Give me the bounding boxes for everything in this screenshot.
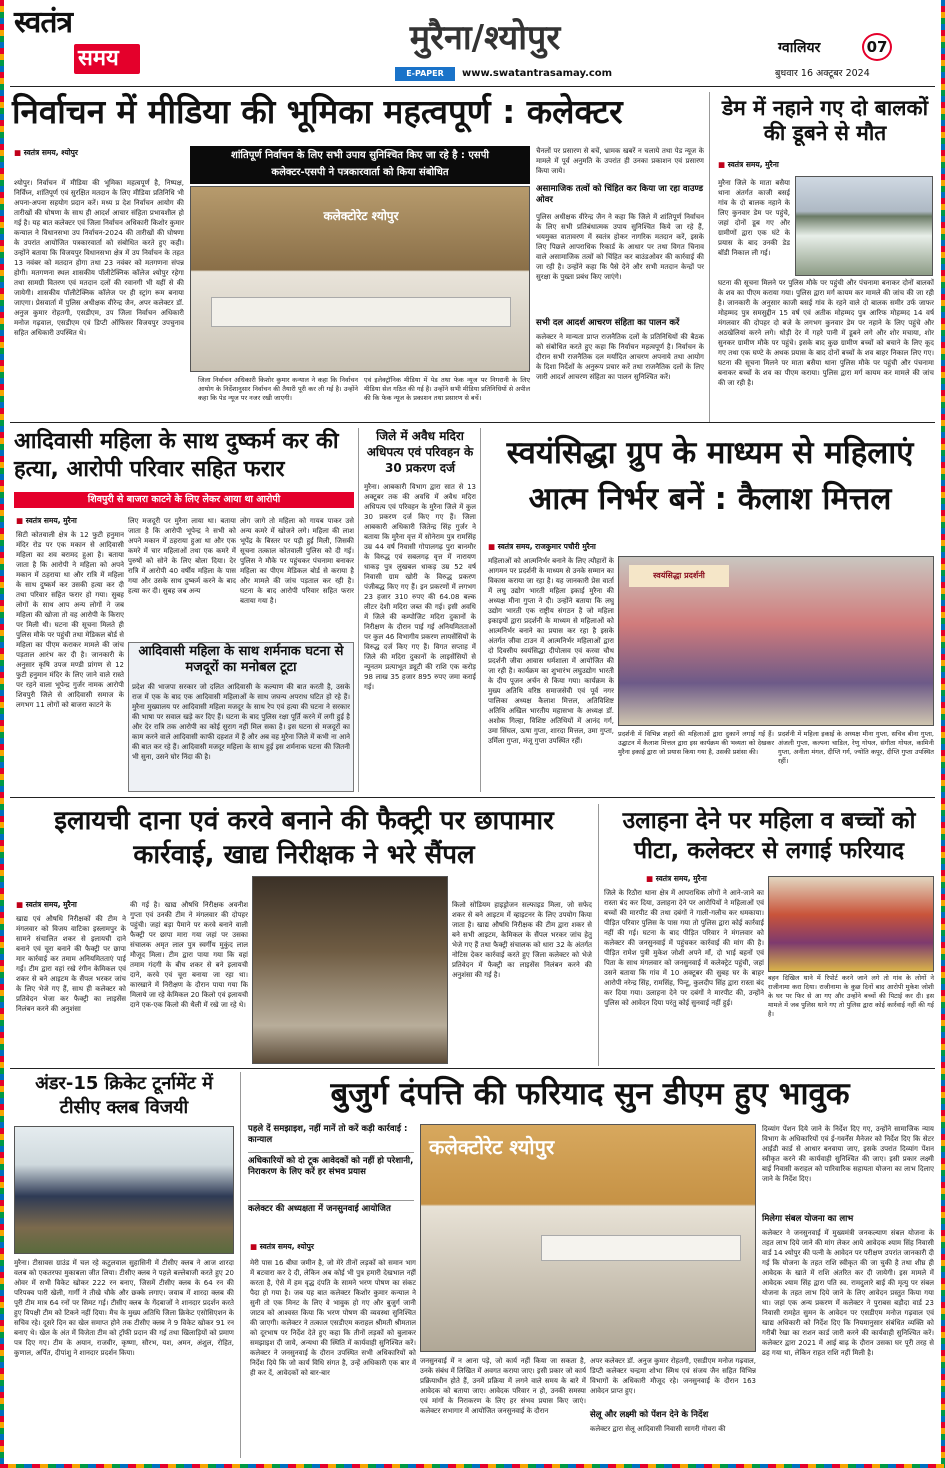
story8-headline: अंडर-15 क्रिकेट टूर्नामेंट में टीसीए क्लब विजयी xyxy=(35,1073,213,1118)
story1-deck-2: कलेक्टर-एसपी ने पत्रकारवार्ता को किया संबोधित xyxy=(271,167,449,178)
masthead-logo[interactable] xyxy=(14,6,144,86)
page-number: 07 xyxy=(866,38,888,56)
story9-side-3: कलेक्टर की अध्यक्षता में जनसुनवाई आयोजित xyxy=(248,1204,391,1214)
story1-subhead-2: सभी दल आदर्श आचरण संहिता का पालन करें xyxy=(536,318,680,328)
section-divider-2 xyxy=(10,797,935,798)
story9-side-2: अधिकारियों को दो टूक आवेदकों को नहीं हो परेशानी, निराकरण के लिए करें हर संभव प्रयास xyxy=(248,1156,414,1177)
story6-body-3: किलो सोडियम हाइड्रोजन सल्फाइड मिला, जो सफेद शकर से बने आइटम में व्हाइटनर के लिए उपयोग किया जाता है। खाद्य औषधि निरीक्षक की टीम द्वारा शकर से बने सभी आइटम, केमिकल के सैंपल भरकर जांच हेतु भेजे गए हैं तथा फैक्ट्री संचालक को धारा 32 के अंतर्गत नोटिस देकर कार्रवाई करते हुए जिला कलेक्टर को भेजे प्रतिवेदन में फैक्ट्री का लाइसेंस निलंबन करने की अनुशंसा की गई है। xyxy=(452,901,592,979)
bottom-border-decoration xyxy=(0,1464,945,1468)
story1-byline: ■ स्वतंत्र समय, श्योपुर xyxy=(14,148,78,158)
story5-byline: ■ स्वतंत्र समय, राजकुमार पचौरी मुरैना xyxy=(488,542,596,552)
story1-headline: निर्वाचन में मीडिया की भूमिका महत्वपूर्ण : कलेक्टर xyxy=(12,92,623,131)
story3-deck: शिवपुरी से बाजरा काटने के लिए लेकर आया था आरोपी xyxy=(87,494,281,505)
story5-headline: स्वयंसिद्धा ग्रुप के माध्यम से महिलाएं आत्म निर्भर बनें : कैलाश मित्तल xyxy=(506,435,914,517)
story8-team-photo xyxy=(14,1126,234,1254)
story9-subhead: सेलू और लक्ष्मी को पेंशन देने के निर्देश xyxy=(590,1410,709,1420)
story9-right-body-2: कलेक्टर ने जनसुनवाई में मुख्यमंत्री जनकल्याण संबल योजना के तहत लाभ दिये जाने की मांग लेकर आये आवेदक श्याम सिंह निवासी वार्ड 14 श्योपुर की पत्नी के आवेदन पर परीक्षण उपरांत जानकारी दी गई कि योजना के तहत राशि स्वीकृत की जा चुकी है तथा शीघ्र ही आवेदक के खाते में राशि अंतरित कर दी जायेगी। इस मामले में आवेदक श्याम सिंह द्वारा पति स्व. रामदुलारे बाई की मृत्यु पर संबल योजना के तहत लाभ दिये जाने के लिए आवेदन प्रस्तुत किया गया था। जहां एक अन्य प्रकरण में कलेक्टर ने पुराबस बड़ौदा वार्ड 23 निवासी रामहेत सुमन के आवेदन पर एसडीएम मनोज गढ़वाल एवं खाद्य अधिकारी को निर्देश दिए कि नियमानुसार संबंधित व्यक्ति को गरीबी रेखा का राशन कार्ड जारी करने की कार्यवाही सुनिश्चित करें। कलेक्टर द्वारा 2021 में आई बाढ़ के दौरान उसका घर पूरी तरह से ढह गया था, लेकिन राहत राशि नहीं मिली है। xyxy=(762,1229,934,1357)
story9-body-4: कलेक्टर द्वारा सेलू आदिवासी निवासी सागरी गोवरा की xyxy=(590,1425,726,1433)
column-divider-5 xyxy=(240,1072,241,1458)
story9-body-2: जनसुनवाई में न आना पड़े, जो कार्य नहीं किया जा सकता है, उनके संबंध में लिखित में अवगत कराया जाए। इसी प्रकार जो कार्य प्रक्रियाधीन होते हैं, उनमें प्रक्रिया में लगने वाले समय के बारे में आवेदक को बताया जाए। आवेदक परिवार न हो, उनकी समस्या एवं मांगों के निराकरण के लिए हर संभव प्रयास किए जाएं। कलेक्टर सभागार में आयोजित जनसुनवाई के दौरान xyxy=(420,1357,586,1415)
story9-byline: ■ स्वतंत्र समय, श्योपुर xyxy=(250,1242,314,1252)
story1-side-body-1: पुलिस अधीक्षक वीरेन्द्र जैन ने कहा कि जिले में शांतिपूर्ण निर्वाचन के लिए सभी प्रतिबंधात्मक उपाय सुनिश्चित किये जा रहे हैं, भयमुक्त वातावरण में स्वतंत्र होकर नागरिक मतदान करें, इसके लिए पिछले आपराधिक रिकार्ड के आधार पर तथा विगत चिनाव वाले असामाजिक तत्वों को चिंहित कर बाउंडओवर की कार्रवाई की जा रही है। उन्होंने कहा कि पैसे देने और सभी मतदान केन्द्रों पर सुरक्षा के पुख्ता प्रबंध किए जाएंगे। xyxy=(536,213,704,281)
story4-headline: जिले में अवैध मदिरा अधिपत्य एवं परिवहन के 30 प्रकरण दर्ज xyxy=(366,429,474,475)
right-border-decoration xyxy=(941,0,945,1468)
story2-headline: डेम में नहाने गए दो बालकों की डूबने से मौत xyxy=(721,96,929,145)
story2-byline: ■ स्वतंत्र समय, मुरैना xyxy=(718,160,779,170)
story5-exhibition-photo xyxy=(618,556,934,726)
story1-deck-1: शांतिपूर्ण निर्वाचन के लिए सभी उपाय सुनिश्चित किए जा रहे है : एसपी xyxy=(231,150,489,161)
story5-photo-banner: स्वयंसिद्धा प्रदर्शनी xyxy=(629,565,729,587)
story9-side-1: पहले दें समझाइश, नहीं मानें तो करें कड़ी कार्रवाई : कान्याल xyxy=(248,1124,408,1145)
story3-body-3: लोग जागे तो महिला को गायब पाकर उसे अन्य कमरे में खोजने लगे। महिला की लाश भूपेंद्र के बिस्तर पर पड़ी हुई मिली, जिसकी सूचना तत्काल कोतवाली पुलिस को दी गई। पुलिस ने मौके पर पहुंचकर पंचनामा बनाकर महिला का पीएम मेडिकल बोर्ड से कराया है और मामले की जांच पड़ताल कर रही है। घटना के बाद आरोपी परिवार सहित फरार बताया गया है। xyxy=(240,517,354,605)
column-divider-1 xyxy=(709,92,710,422)
story9-headline: बुजुर्ग दंपत्ति की फरियाद सुन डीएम हुए भावुक xyxy=(330,1076,850,1112)
story3-box-body: प्रदेश की भाजपा सरकार जो दलित आदिवासी के कल्याण की बात करती है, उसके राज में एक के बाद एक आदिवासी महिलाओं के साथ जघन्य अपराध घटित हो रहे हैं। मुरैना मुख्यालय पर आदिवासी महिला मजदूर के साथ रेप एवं हत्या की घटना ने सरकार की भाषा पर सवाल खड़े कर दिए हैं। घटना के बाद पुलिस रक्षा पूर्ति करने में लगी हुई है और देर रात्रि तक आरोपी का कोई सुराग नहीं मिल सका है। इस घटना से मजदूरों का काम करने वाले आदिवासी काफी दहशत में हैं और अब वह मुरैना जिले में कभी ना आने की बात कर रहे हैं। आदिवासी मजदूर महिला के साथ हुई इस शर्मनाक घटना की जितनी भी सुना, उसने घोर निंदा की है। xyxy=(132,683,350,761)
story6-byline: ■ स्वतंत्र समय, मुरैना xyxy=(16,900,77,910)
story1-subhead-1: असामाजिक तत्वों को चिंहित कर किया जा रहा वाउण्ड ओवर xyxy=(536,184,704,205)
story9-right-subhead: मिलेगा संबल योजना का लाभ xyxy=(762,1214,854,1224)
story1-side-body-2: कलेक्टर ने मान्यता प्राप्त राजनैतिक दलों के प्रतिनिधियों की बैठक को संबोधित करते हुए कहा कि निर्वाचन महत्वपूर्ण है। निर्वाचन के दौरान सभी राजनैतिक दल मर्यादित आचरण अपनाये तथा आयोग के दिशा निर्देशों के अनुरूप प्रचार करें तथा राजनैतिक दलों के लिए जारी आदर्श आचरण संहिता का पालन सुनिश्चित करें। xyxy=(536,333,704,381)
story7-body: जिले के रिठौरा थाना क्षेत्र में आपराधिक लोगों ने आने-जाने का रास्ता बंद कर दिया, उलाहना देने पर आरोपियों ने महिलाओं एवं बच्चों की मारपीट की तथा दबंगों ने गाली-गलौच कर धमकाया। पीड़ित परिवार पुलिस के पास गया तो पुलिस द्वारा कोई कार्रवाई नहीं की गई। घटना के बाद पीड़ित परिवार ने मंगलवार को कलेक्टर की जनसुनवाई में पहुंचकर कार्रवाई की मांग की है। पीड़ित रामेश पुत्री मुकेश जोशी अपने माँ, दो भाई बहनों एवं पिता के साथ मंगलवार को जनसुनवाई में कलेक्ट्रेट पहुंची, जहां उसने बताया कि गांव में 10 अक्टूबर की सुबह घर के बाहर आरोपी नरेन्द्र सिंह, रामसिंह, पिन्टू, कुलदीप सिंह द्वारा रास्ता बंद कर दिया गया। उलाहना देने पर दबंगों ने मारपीट की, उन्होंने पुलिस को आवेदन दिया परंतु कोई सुनवाई नहीं हुई। xyxy=(604,889,764,1007)
story9-hearing-photo xyxy=(420,1124,756,1352)
masthead-divider xyxy=(10,86,935,87)
story8-body: मुरैना। टीसावस ग्राउंड में चल रहे कटुलवाल सुहासिनी में टीसीए क्लब ने आज शारदा वलब को एकतरफा मुकाबला जीत लिया। टीसीए क्लब ने पहले बल्लेबाजी करते हुए 20 ओवर में सभी विकेट खोकर 222 रन बनाए, जिसमें टीसीए क्लब के 64 रन की परिपक्व पारी खेली, गार्गी ने तीखे चौके और छक्के लगाए। जवाब में शारदा क्लब की पूरी टीम मात्र 64 रनों पर सिमट गई। टीसीए क्लब के गेंदबाजों ने शानदार प्रदर्शन करते हुए विपक्षी टीम को टिकने नहीं दिया। मैच के मुख्य अतिथि जिला क्रिकेट एसोसिएशन के सचिव रहे। दूसरे दिन का खेल समाप्त होने तक टीसीए क्लब ने 9 विकेट खोकर 91 रन बनाए थे। खेल के अंत में विजेता टीम को ट्रॉफी प्रदान की गई तथा खिलाड़ियों को प्रमाण पत्र दिए गए। टीम के अयान, राजवीर, कृष्णा, सौरभ, यश, अमन, अंशुल, रोहित, कुणाल, अर्पित, दीपांशु ने शानदार प्रदर्शन किया। xyxy=(14,1259,234,1357)
story9-collectorate-sign: कलेक्टोरेट श्योपुर xyxy=(429,1135,555,1159)
story5-body: महिलाओं को आत्मनिर्भर बनाने के लिए त्यौहारों के आगमन पर प्रदर्शनी के माध्यम से उनके सम्मान का विकास कराया जा रहा है। यह जानकारी प्रेस वार्ता में लघु उद्योग भारती महिला इकाई मुरैना की अध्यक्ष मीना गुप्ता ने दी। उन्होंने बताया कि लघु उद्योग भारती एक राष्ट्रीय संगठन है जो महिला इकाइयों द्वारा प्रदर्शनी के माध्यम से महिलाओं को आत्मनिर्भर बनाने का प्रयास कर रहा है इसके अंतर्गत जीवा टाउन में आत्मनिर्भर महिलाओं द्वारा दो दिवसीय स्वयंसिद्धा दीपोत्सव एवं करवा चौथ प्रदर्शनी जीवा आवास धर्मशाला में आयोजित की जा रही है। कार्यक्रम का शुभारंभ लघुउद्योग भारती के दीप पूजन अर्चन से किया गया। कार्यक्रम के मुख्य अतिथि वरिष्ठ समाजसेवी एवं पूर्व नगर पालिका अध्यक्ष कैलाश मित्तल, अतिविशिष्ट अतिथि अखिल भारतीय महासभा के अध्यक्ष डॉ. अशोक गिल्हा, विशिष्ट अतिथियों में आनंद गर्ग, उमा सिंघल, ऊषा गुप्ता, शारदा मित्तल, उमा गुप्ता, उर्मिला गुप्ता, मंजू गुप्ता उपस्थित रहीं। xyxy=(488,557,614,745)
website-link[interactable]: www.swatantrasamay.com xyxy=(462,68,613,79)
column-divider-3 xyxy=(480,428,481,792)
story3-body-1: सिटी कोतवाली क्षेत्र के 12 फुटी हनुमान मंदिर रोड पर एक मकान से आदिवासी महिला का शव बरामद हुआ है। बताया जाता है कि आरोपी ने महिला को अपने मकान में ठहराया था और रात्रि में महिला के साथ दुष्कर्म कर उसकी हत्या कर दी तथा परिवार सहित फरार हो गया। सुबह लोगों के साथ आप अन्य लोगों ने जब महिला की खोजा तो वह आरोपी के किराए पर मिली थी। घटना की सूचना मिलते ही पुलिस मौके पर पहुंची तथा मेडिकल बोर्ड से महिला का पीएम कराकर मामले की जांच पड़ताल आरंभ कर दी है। जानकारी के अनुसार कृषि उपज मण्डी प्रांगण से 12 फुटी हनुमान मंदिर के लिए जाने वाले रास्ते पर रहने वाला भूपेन्द्र गुर्जर नामक आरोपी शिवपुरी जिले से आदिवासी समाज के लगभग 11 लोगों को बाजरा काटने के xyxy=(16,531,124,709)
logo-top-text: स्वतंत्र xyxy=(14,5,73,40)
section-divider-3 xyxy=(10,1068,935,1069)
story9-side-rule-1 xyxy=(248,1152,414,1153)
city-name: ग्वालियर xyxy=(778,40,821,56)
epaper-label: E-PAPER xyxy=(406,69,444,78)
column-divider-2 xyxy=(358,428,359,792)
story9-body-3: अपर कलेक्टर डॉ. अनुज कुमार रोहतगी, एसडीएम मनोज गढ़वाल, डिप्टी कलेक्टर चन्द्रमा शोभा स्मिथ एवं संजय जैन सहित विभिन्न विभागों के अधिकारी मौजूद रहे। जनसुनवाई के दौरान 163 आवेदन प्राप्त हुए। xyxy=(590,1357,756,1395)
story6-factory-photo xyxy=(252,876,448,1064)
section-divider-1 xyxy=(10,422,935,423)
story2-body-wide: घटना की सूचना मिलने पर पुलिस मौके पर पहुंची और पंचनामा बनाकर दोनों बालकों के शव का पीएम कराया गया। पुलिस द्वारा मर्ग कायम कर मामले की जांच की जा रही है। जानकारी के अनुसार काजी बसई गांव के रहने वाले दो बालक समीर उर्फ जाफर मोहम्मद पुत्र समसुद्दीन 15 वर्ष एवं अतीक मोहम्मद पुत्र आरिफ मोहम्मद 14 वर्ष मंगलवार की दोपहर दो बजे के लगभग कुनवार डेम पर नहाने के लिए पहुंचे और अठखेलियां करने लगे। थोड़ी देर में गहरे पानी में डूबने लगे और शोर मचाया, शोर सुनकर ग्रामीण मौके पर पहुंचे। इसके बाद कुछ ग्रामीण बच्चों को बचाने के लिए कूद गए तथा एक घण्टे के अथक प्रयास के बाद दोनों बच्चों के शव बाहर निकाल लिए गए। घटना की सूचना मिलने पर माता बसैया थाना पुलिस मौके पर पहुंची और पंचनामा बनाकर बच्चों के शव का पीएम कराया। पुलिस द्वारा मर्ग कायम कर मामले की जांच की जा रही है। xyxy=(718,279,934,387)
story7-byline: ■ स्वतंत्र समय, मुरैना xyxy=(646,874,707,884)
story6-headline: इलायची दाना एवं करवे बनाने की फैक्ट्री पर छापामार कार्रवाई, खाद्य निरीक्षक ने भरे सैंपल xyxy=(54,806,554,870)
story7-complainants-photo xyxy=(768,876,934,972)
story1-caption-2: एवं इलेक्ट्रॉनिक मीडिया में पेड तथा फेक न्यूज पर निगरानी के लिए मीडिया सेल गठित की गई है। उन्होंने सभी मीडिया प्रतिनिधियों से अपील की कि फेक न्यूज के प्रकाशन तथा प्रसारण से बचें। xyxy=(364,376,530,402)
story6-body-2: की गई है। खाद्य औषधि निरीक्षक अवनीश गुप्ता एवं उनकी टीम ने मंगलवार की दोपहर पहुंची। जहां बड़ा पैमाने पर करवे बनाने वाली फैक्ट्री पर छापा मारा गया जहां पर उसका संचालक अमृत लाल पुत्र स्वर्गीय मुकुंद लाल मौजूद मिला। टीम द्वारा पाया गया कि वहां तमाम गंदगी के बीच शकर से बने इलायची दाने, करवे एवं चूरा बनाया जा रहा था। कारखाने में निरीक्षण के दौरान पाया गया कि मिलाये जा रहे केमिकल 20 किलो एवं इलायची दाने एक-एक किलो की थैली में रखे जा रहे थे। xyxy=(130,901,248,1009)
story3-byline: ■ स्वतंत्र समय, मुरैना xyxy=(16,516,77,526)
issue-date: बुधवार 16 अक्टूबर 2024 xyxy=(775,68,870,79)
collectorate-sign: कलेक्टोरेट श्योपुर xyxy=(323,209,399,223)
story2-dam-photo xyxy=(795,176,933,276)
story1-caption-1: जिला निर्वाचन अधिकारी किशोर कुमार कन्याल ने कहा कि निर्वाचन आयोग के निर्देशानुसार निर्वाचन की तैयारी पूरी कर ली गई है। उन्होंने कहा कि पेड न्यूज पर नजर रखी जाएगी। xyxy=(198,376,358,402)
story9-right-body: दिव्यांग पेंशन दिये जाने के निर्देश दिए गए, उन्होंने सामाजिक न्याय विभाग के अधिकारियों एवं ई-गवर्नेंस मैनेजर को निर्देश दिए कि सेटर आईडी कार्ड से आधार बनवाया जाए, इसके उपरांत दिव्यांग पेंशन स्वीकृत करने की कार्यवाही सुनिश्चित की जाए। इसी प्रकार लक्ष्मी बाई निवासी कराहल को पारिवारिक सहायता योजना का लाभ दिलाए जाने के निर्देश दिए। xyxy=(762,1125,934,1183)
story5-caption-2: प्रदर्शनी में महिला इकाई के अध्यक्ष मीना गुप्ता, सचिव बीना गुप्ता, अंजली गुप्ता, कल्पना चाडिल, रेणु गोयल, संगीता गोयल, कामिनी गुप्ता, अनीता मंगल, दीप्ति गर्ग, ज्योति कपूर, दीप्ति गुप्ता उपस्थित रहीं। xyxy=(778,730,934,765)
left-border-decoration xyxy=(0,0,4,1468)
story9-side-rule-2 xyxy=(248,1200,414,1201)
story4-body: मुरैना। आबकारी विभाग द्वारा सात से 13 अक्टूबर तक की अवधि में अवैध मदिरा अधिपत्य एवं परिवहन के मुरैना जिले में कुल 30 प्रकरण दर्ज किए गए हैं। जिला आबकारी अधिकारी जितेन्द्र सिंह गुर्जर ने बताया कि मुरैना वृत्त में सोनेराम पुत्र रामसिंह उम्र 44 वर्ष निवासी गोपालगढ़ पुरा बानमौर के विरुद्ध एवं सबलगढ़ वृत्त में नारायण धाकड़ पुत्र लुखबल धाकड़ उम्र 52 वर्ष निवासी ग्राम खोरी के विरुद्ध प्रकरण पंजीबद्ध किए गए हैं। इन प्रकरणों में लगभग 23 हजार 310 रुपए की 64.08 बल्क लीटर देशी मदिरा जब्त की गई। इसी अवधि में जिले की कम्पोजिट मदिरा दुकानों के निरीक्षण के दौरान पाई गई अनियमितताओं पर कुल 46 विभागीय प्रकरण लायसेंसियों के विरुद्ध दर्ज किए गए हैं। विगत सप्ताह में जिले की मदिरा दुकानों के लाइसेंसियों से न्यूनतम प्रत्याभूत ड्यूटी की राशि एक करोड़ 98 लाख 35 हजार 895 रुपए जमा कराई गई। xyxy=(364,483,476,691)
column-divider-4 xyxy=(598,804,599,1066)
story3-box-title: आदिवासी महिला के साथ शर्मनाक घटना से मजदूरों का मनोबल टूटा xyxy=(138,644,344,675)
edition-title: मुरैना/श्योपुर xyxy=(409,18,561,58)
story5-caption-1: प्रदर्शनी में विभिन्न शहरों की महिलाओं द्वारा दुकानें लगाई गई हैं। उद्घाटन में कैलाश मित्तल द्वारा इस कार्यक्रम की भव्यता को देखकर मुरैना इकाई द्वारा जो प्रयास किया गया है, उसकी प्रशंसा की। xyxy=(618,730,774,756)
story7-headline: उलाहना देने पर महिला व बच्चों को पीटा, कलेक्टर से लगाई फरियाद xyxy=(622,808,916,864)
story3-body-2: लिए मजदूरी पर मुरैना लाया था। बताया जाता है कि आरोपी भूपेन्द्र ने सभी को अपने मकान में ठहराया हुआ था और एक कमरे में चार महिलाओं तथा एक कमरे में पुरुषों को सोने के लिए बोला दिया। देर रात्रि में आरोपी 40 वर्षीय महिला के पास गया और उसके साथ दुष्कर्म करने के बाद हत्या कर दी। सुबह जब अन्य xyxy=(128,517,236,595)
story2-body-narrow: मुरैना जिले के माता बसैया थाना अंतर्गत काजी बसई गांव के दो बालक नहाने के लिए कुनवार डेम पर पहुंचे, जहां दोनों डूब गए और ग्रामीणों द्वारा एक घंटे के प्रयास के बाद उनकी डेड बॉडी निकाल ली गई। xyxy=(718,179,790,257)
story1-side-top: चैनलों पर प्रसारण से बचें, भ्रामक खबरें न चलाये तथा पेड न्यूज के मामले में पूर्व अनुमति के उपरांत ही उनका प्रकाशन एवं प्रसारण किया जाये। xyxy=(536,147,704,175)
logo-bottom-text: समय xyxy=(78,46,119,71)
story7-caption: बहन दिखिल थाने में रिपोर्ट करने जाने लगे तो गांव के लोगों ने राजीनामा करा दिया। राजीनामा के कुछ दिनों बाद आरोपी मुकेश जोशी के घर पर फिर से आ गए और उन्होंने बच्चों की पिटाई कर दी। इस मामले में जब पुलिस थाने गए तो पुलिस द्वारा कोई कार्रवाई नहीं की गई है। xyxy=(768,974,934,1018)
story6-body-1: खाद्य एवं औषधि निरीक्षकों की टीम ने मंगलवार को विजय वाटिका इस्लामपुर के सामने संचालित शकर से इलायची दाने बनाने एवं चूरा बनाने की फैक्ट्री पर छापा मार कार्रवाई कर तमाम अनियमितताएं पाई गईं। टीम द्वारा वहां रखे रंगीन केमिकल एवं शकर से बने आइटम के सैंपल भरकर जांच के लिए भेजे गए हैं, साथ ही कलेक्टर को प्रतिवेदन भेजा कर फैक्ट्री का लाइसेंस निलंबन करने की अनुशंसा xyxy=(16,915,126,1013)
story3-headline: आदिवासी महिला के साथ दुष्कर्म कर की हत्या, आरोपी परिवार सहित फरार xyxy=(14,429,339,482)
story1-press-photo xyxy=(190,186,530,372)
story9-body-1: मेरी पास 16 बीघा जमीन है, जो मेरे तीनों लड़कों को समान भाग में बटवारा कर दे दी, लेकिन अब कोई भी पुत्र हमारी देखभाल नहीं करता है, ऐसे में हम वृद्ध दंपति के सामने भरण पोषण का संकट पैदा हो गया है। जब यह बात कलेक्टर किशोर कुमार कन्याल ने सुनी तो एक मिनट के लिए वे भावुक हो गए और बुजुर्ग जानी जाटव को आश्वस्त किया कि भरण पोषण की व्यवस्था सुनिश्चित की जाएगी। कलेक्टर ने तत्काल एसडीएम कराहल श्रीमती श्रीमताल को दूरभाष पर निर्देश देते हुए कहा कि तीनों लड़कों को बुलाकर समझाइश दी जाये, अन्यथा की स्थिति में कार्यवाही सुनिश्चित करें। कलेक्टर ने जनसुनवाई के दौरान उपस्थित सभी अधिकारियों को निर्देश दिये कि जो कार्य विधि संगत है, उन्हें अधिकारी एक बार में ही कर दें, आवेदकों को बार-बार xyxy=(250,1259,416,1377)
story1-body: श्योपुर। निर्वाचन में मीडिया की भूमिका महत्वपूर्ण है, निष्पक्ष, निर्विघ्न, शांतिपूर्ण एवं सुरक्षित मतदान के लिए मीडिया प्रतिनिधि भी अपना-अपना सहयोग प्रदान करें। मध्य प्र देश निर्वाचन आयोग की तारीखों की घोषणा के साथ ही आदर्श आचार संहिता प्रभावशील हो गई है। यह बात कलेक्टर एवं जिला निर्वाचन अधिकारी किशोर कुमार कन्याल ने विधानसभा उप निर्वाचन-2024 की तारीखों की घोषणा के उपरांत आयोजित पत्रकारवार्ता को संबोधित करते हुए कही। उन्होंने बताया कि विजयपुर विधानसभा क्षेत्र में उप निर्वाचन के तहत 13 नवंबर को मतदान होगा तथा 23 नवंबर को मतगणना संपन्न होगी। मतगणना स्थल शासकीय पॉलीटेक्निक कॉलेज श्योपुर रहेगा तथा सामग्री वितरण एवं मतदान दलों की रवानगी भी यहीं से की जायेगी। शासकीय पॉलीटेक्निक कॉलेज पर ही स्ट्रांग रूम बनाया जाएगा। प्रेसवार्ता में पुलिस अधीक्षक वीरेन्द्र जैन, अपर कलेक्टर डॉ. अनुज कुमार रोहतगी, एसडीएम, उप जिला निर्वाचन अधिकारी मनोज गढ़वाल, एसडीएम एवं डिप्टी ऑफिसर विजयपुर उपचुनाव सहित अधिकारी उपस्थित थे। xyxy=(14,179,184,337)
